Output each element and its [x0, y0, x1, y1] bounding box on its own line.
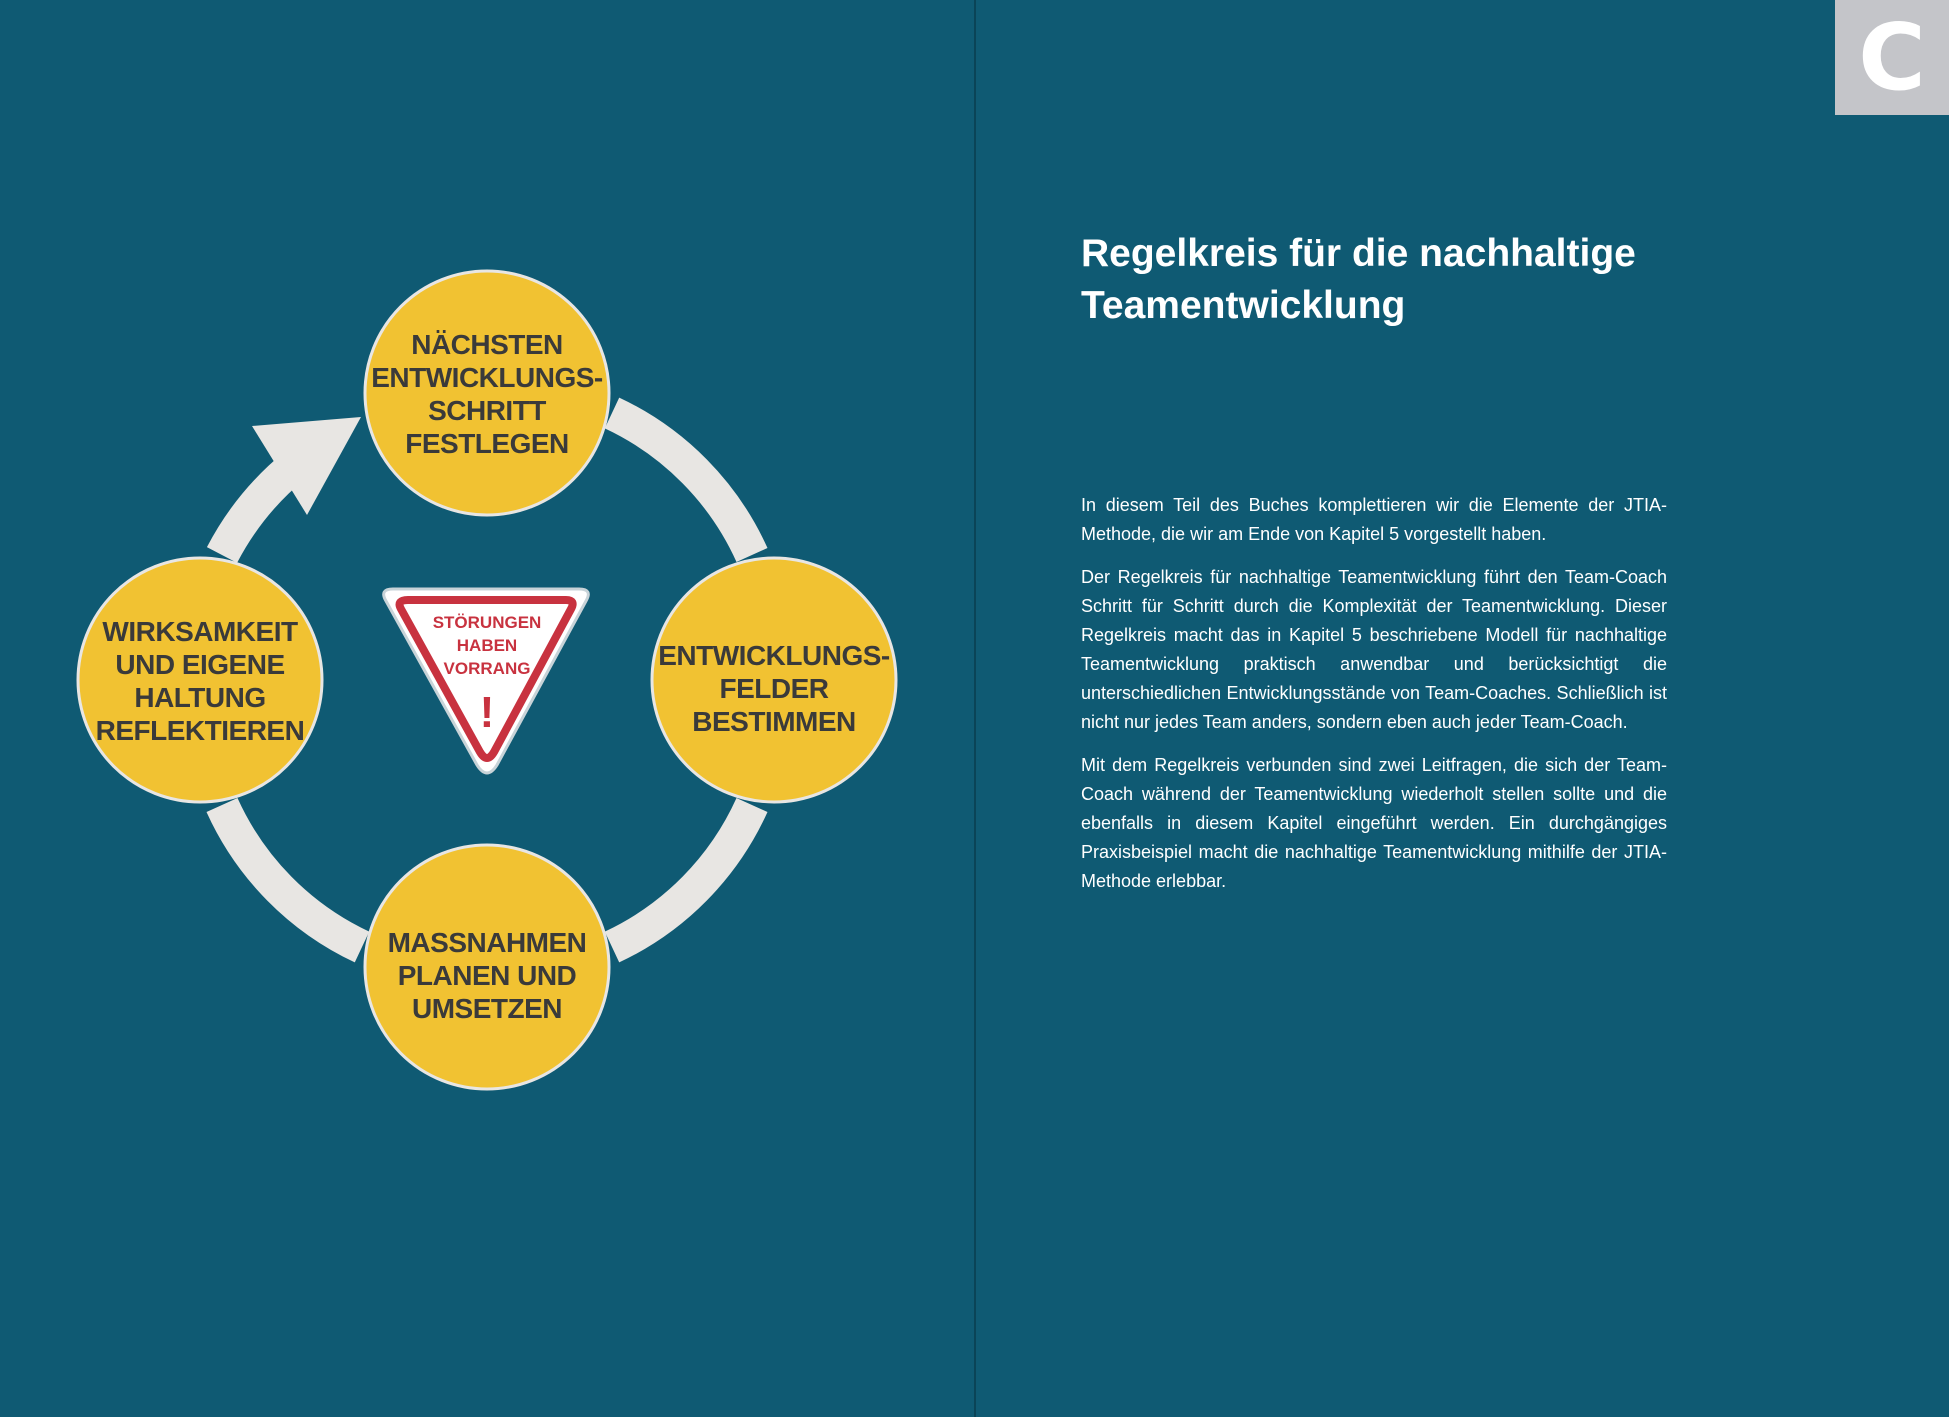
ring-arc-bottom-left — [222, 805, 362, 947]
node-measures — [365, 845, 609, 1089]
section-tab: C — [1835, 0, 1949, 115]
left-page — [0, 0, 974, 1417]
paragraph-1: In diesem Teil des Buches komplettieren wir die Elemente der JTIA-Methode, die wir am Ende von Kapitel 5 vorgestellt haben. — [1081, 495, 1667, 544]
node-measures-line-2: PLANEN UND — [397, 960, 577, 991]
node-next-step-line-4: FESTLEGEN — [405, 428, 569, 459]
sign-line-2: HABEN — [456, 636, 518, 655]
node-measures-line-1: MASSNAHMEN — [387, 927, 587, 958]
sign-line-3: VORRANG — [443, 659, 531, 678]
control-loop-diagram — [0, 0, 974, 1417]
node-reflect-line-1: WIRKSAMKEIT — [102, 616, 298, 647]
node-next-step-line-2: ENTWICKLUNGS- — [371, 362, 603, 393]
ring-arc-top-left — [222, 466, 294, 555]
node-reflect-line-4: REFLEKTIEREN — [95, 715, 305, 746]
paragraph-2: Der Regelkreis für nachhaltige Teamentwicklung führt den Team-Coach Schritt für Schritt durch die Komplexität der Teamentwicklung. Dieser Regelkreis macht das in Kapitel 5 beschriebene Modell für nachhaltige Teamentwicklung praktisch anwendbar und berücksichtigt die unterschiedlichen Entwicklungsstände von Team-Coaches. Schließlich ist nicht nur jedes Team anders, sondern eben auch jeder Team-Coach. — [1081, 567, 1667, 732]
paragraph-3: Mit dem Regelkreis verbunden sind zwei Leitfragen, die sich der Team-Coach während der Teamentwicklung wiederholt stellen sollte und die ebenfalls in diesem Kapitel eingeführt werden. Ein durchgängiges Praxisbeispiel macht die nachhaltige Teamentwicklung mithilfe der JTIA-Methode erlebbar. — [1081, 755, 1667, 891]
node-reflect — [78, 558, 322, 802]
node-development-fields-line-2: FELDER — [719, 673, 829, 704]
node-development-fields-line-1: ENTWICKLUNGS- — [658, 640, 890, 671]
yield-sign-icon — [384, 589, 589, 773]
node-next-step — [365, 271, 609, 515]
ring-arc-bottom-right — [612, 805, 752, 947]
exclamation-icon: ! — [479, 688, 495, 737]
node-development-fields-line-3: BESTIMMEN — [692, 706, 856, 737]
right-page — [976, 0, 1949, 1417]
node-next-step-line-1: NÄCHSTEN — [411, 329, 563, 360]
page-title — [1081, 228, 1701, 332]
page-title-line-1: Regelkreis für die nachhaltige — [1081, 232, 1636, 275]
node-development-fields — [652, 558, 896, 802]
node-reflect-line-2: UND EIGENE — [115, 649, 285, 680]
node-reflect-line-3: HALTUNG — [134, 682, 266, 713]
page-title-line-2: Teamentwicklung — [1081, 284, 1406, 327]
body-text — [1081, 491, 1667, 910]
node-measures-line-3: UMSETZEN — [412, 993, 562, 1024]
sign-line-1: STÖRUNGEN — [432, 613, 542, 632]
ring-arc-top-right — [612, 413, 752, 555]
node-next-step-line-3: SCHRITT — [428, 395, 546, 426]
